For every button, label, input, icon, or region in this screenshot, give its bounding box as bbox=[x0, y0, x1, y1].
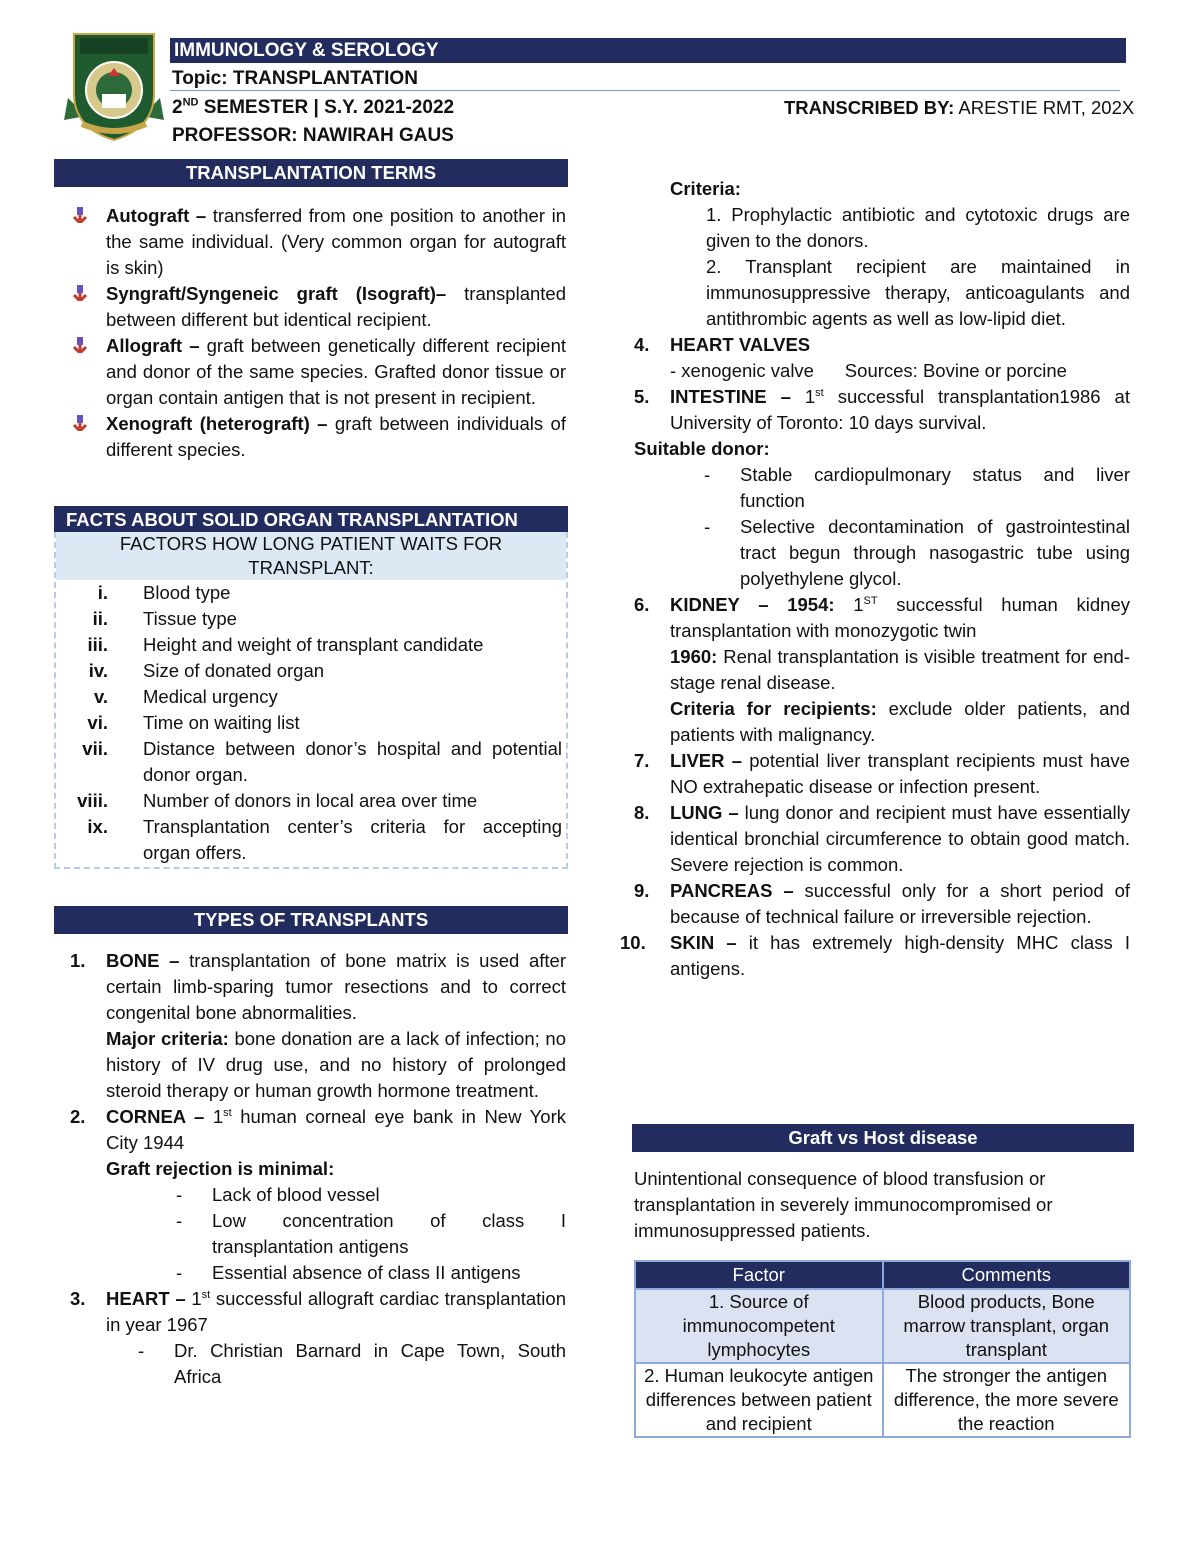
factor-item: ii. Tissue type bbox=[92, 608, 237, 629]
table-header: Factor bbox=[635, 1261, 883, 1289]
type-lung: 8. LUNG – lung donor and recipient must have essentially identical bronchial circumference to obtain good match. Severe rejection is common. bbox=[634, 802, 1130, 875]
type-skin: 10. SKIN – it has extremely high-density MHC class I antigens. bbox=[620, 932, 1130, 979]
section-graft-vs-host: Graft vs Host disease bbox=[632, 1124, 1134, 1152]
course-title-bar: IMMUNOLOGY & SEROLOGY bbox=[170, 38, 1126, 63]
factor-item: iii. Height and weight of transplant candidate bbox=[87, 634, 484, 655]
type-cornea: 2. CORNEA – 1st human corneal eye bank in New York City 1944 Graft rejection is minimal: - Lack of blood vessel - Low concentration of class I transplantation antigens - Essential absence of class II antigens bbox=[54, 1104, 566, 1286]
table-cell: 2. Human leukocyte antigen differences between patient and recipient bbox=[635, 1363, 883, 1437]
type-intestine: 5. INTESTINE – 1st successful transplantation1986 at University of Toronto: 10 days survival. bbox=[634, 386, 1130, 433]
table-cell: Blood products, Bone marrow transplant, organ transplant bbox=[883, 1289, 1131, 1363]
table-row bbox=[635, 1363, 1130, 1437]
term-allograft: Allograft – graft between genetically different recipient and donor of the same species. Grafted donor tissue or organ contain antigen that is not present in recipient. bbox=[54, 333, 566, 411]
type-heart-valves: 4. HEART VALVES - xenogenic valve Sources: Bovine or porcine bbox=[634, 334, 1067, 381]
type-heart: 3. HEART – 1st successful allograft cardiac transplantation in year 1967 - Dr. Christian Barnard in Cape Town, South Africa bbox=[54, 1286, 566, 1390]
gvh-description: Unintentional consequence of blood transfusion or transplantation in severely immunocompromised or immunosuppressed patients. bbox=[634, 1168, 1053, 1241]
section-transplantation-terms: TRANSPLANTATION TERMS bbox=[54, 159, 568, 187]
heart-criteria-label: Criteria: bbox=[670, 178, 741, 199]
cornea-point: - Low concentration of class I transplantation antigens bbox=[176, 1210, 566, 1257]
term-autograft: Autograft – transferred from one position to another in the same individual. (Very common organ for autograft is skin) bbox=[54, 203, 566, 281]
suitable-donor-label: Suitable donor: bbox=[634, 438, 770, 459]
type-bone: 1. BONE – transplantation of bone matrix is used after certain limb-sparing tumor resections and to correct congenital bone abnormalities. Major criteria: bone donation are a lack of infection; no history of IV drug use, and no history of prolonged steroid therapy or human growth hormone treatment. bbox=[70, 950, 566, 1101]
transcribed-by: TRANSCRIBED BY: ARESTIE RMT, 202X bbox=[784, 97, 1135, 118]
university-logo bbox=[62, 28, 166, 144]
semester-line: 2ND SEMESTER | S.Y. 2021-2022 bbox=[172, 96, 455, 118]
donor-point: - Stable cardiopulmonary status and liver function bbox=[704, 464, 1130, 511]
table-cell: The stronger the antigen difference, the more severe the reaction bbox=[883, 1363, 1131, 1437]
type-kidney: 6. KIDNEY – 1954: 1ST successful human kidney transplantation with monozygotic twin 1960: Renal transplantation is visible treatment for end-stage renal disease. Criteria for recipients: exclude older patients, and patients with malignancy. bbox=[634, 594, 1130, 745]
heart-criterion: 1. Prophylactic antibiotic and cytotoxic drugs are given to the donors. bbox=[706, 204, 1130, 251]
heart-criterion: 2. Transplant recipient are maintained in immunosuppressive therapy, anticoagulants and antithrombic agents as well as low-lipid diet. bbox=[706, 256, 1130, 329]
table-row bbox=[635, 1289, 1130, 1363]
factors-box bbox=[54, 532, 568, 869]
cornea-point: - Lack of blood vessel bbox=[176, 1184, 380, 1205]
section-types-of-transplants: TYPES OF TRANSPLANTS bbox=[54, 906, 568, 934]
table-cell: 1. Source of immunocompetent lymphocytes bbox=[635, 1289, 883, 1363]
factor-item: ix. Transplantation center’s criteria for accepting organ offers. bbox=[87, 816, 562, 863]
table-header: Comments bbox=[883, 1261, 1131, 1289]
types-list-right bbox=[620, 176, 1130, 982]
factor-item: v. Medical urgency bbox=[93, 686, 278, 707]
header-divider bbox=[170, 90, 1120, 91]
arrow-bullet-icon bbox=[72, 207, 88, 223]
donor-point: - Selective decontamination of gastrointestinal tract begun through nasogastric tube using polyethylene glycol. bbox=[704, 516, 1130, 589]
heart-point: - Dr. Christian Barnard in Cape Town, South Africa bbox=[138, 1340, 566, 1387]
arrow-bullet-icon bbox=[72, 285, 88, 301]
type-liver: 7. LIVER – potential liver transplant recipients must have NO extrahepatic disease or infection present. bbox=[634, 750, 1130, 797]
term-syngraft: Syngraft/Syngeneic graft (Isograft)– transplanted between different but identical recipient. bbox=[54, 281, 566, 333]
professor-line: PROFESSOR: NAWIRAH GAUS bbox=[172, 125, 454, 146]
factor-item: i. Blood type bbox=[97, 582, 231, 603]
types-list-left bbox=[54, 948, 566, 1390]
cornea-point: - Essential absence of class II antigens bbox=[176, 1262, 521, 1283]
factors-heading: FACTORS HOW LONG PATIENT WAITS FOR TRANSPLANT: bbox=[56, 532, 566, 580]
factor-item: viii. Number of donors in local area over time bbox=[77, 790, 478, 811]
factor-item: vii. Distance between donor’s hospital and potential donor organ. bbox=[82, 738, 562, 785]
factor-item: iv. Size of donated organ bbox=[88, 660, 325, 681]
term-xenograft: Xenograft (heterograft) – graft between individuals of different species. bbox=[54, 411, 566, 463]
arrow-bullet-icon bbox=[72, 337, 88, 353]
factor-item: vi. Time on waiting list bbox=[87, 712, 300, 733]
type-pancreas: 9. PANCREAS – successful only for a short period of because of technical failure or irreversible rejection. bbox=[634, 880, 1130, 927]
section-facts: FACTS ABOUT SOLID ORGAN TRANSPLANTATION bbox=[54, 506, 568, 534]
terms-list bbox=[54, 203, 566, 463]
arrow-bullet-icon bbox=[72, 415, 88, 431]
gvh-table bbox=[634, 1260, 1131, 1438]
gvh-table-wrap bbox=[634, 1260, 1131, 1438]
topic-title: Topic: TRANSPLANTATION bbox=[172, 68, 418, 89]
